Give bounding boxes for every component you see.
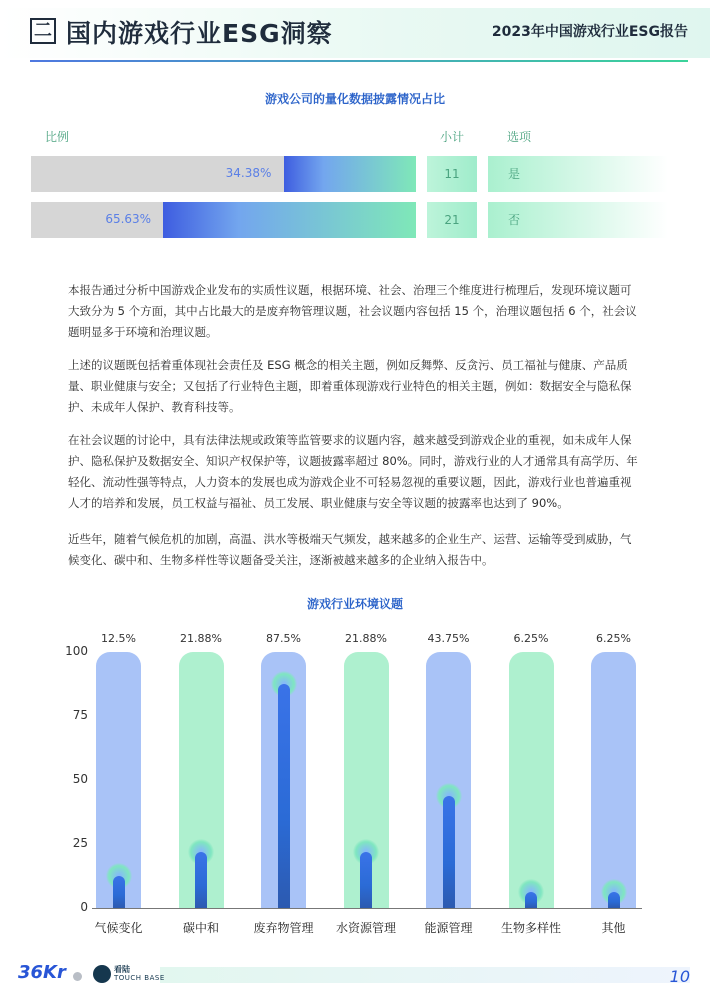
body-paragraph: 上述的议题既包括着重体现社会责任及 ESG 概念的相关主题，例如反舞弊、反贪污、员工福祉与健康、产品质量、职业健康与安全；又包括了行业特色主题，即着重体现游戏行业特色的相关主题，例如：数据安全与隐私保护、未成年人保护、教育科技等。 [68,358,632,414]
bar-value [195,852,207,908]
page-footer [0,955,710,1004]
bar-fill [163,202,416,238]
bar-value [360,852,372,908]
x-axis-line [92,908,642,909]
x-category-label: 其他 [601,921,626,935]
bar-value [113,876,125,908]
body-paragraph: 在社会议题的讨论中，具有法律法规或政策等监管要求的议题内容，越来越受到游戏企业的重视，如未成年人保护、隐私保护及数据安全、知识产权保护等，议题披露率超过 80%。同时，游戏行业的人才通常具有高学历、年轻化、流动性强等特点，人力资本的发展也成为游戏企业不可轻易忽视的重要议题，因此，游戏行业也普遍重视人才的培养和发展，员工权益与福祉、员工发展、职业健康与安全等议题的披露率也达到了 90%。 [68,433,638,510]
body-paragraph: 本报告通过分析中国游戏企业发布的实质性议题，根据环境、社会、治理三个维度进行梳理后，发现环境议题可大致分为 5 个方面，其中占比最大的是废弃物管理议题，社会议题内容包括 15 个，治理议题包括 6 个，社会议题明显多于环境和治理议题。 [68,283,637,339]
report-title: 2023年中国游戏行业ESG报告 [491,24,688,40]
page-header [0,0,710,66]
column-header-option: 选项 [507,130,532,144]
bar-value-label: 87.5% [266,632,301,645]
section-title: 国内游戏行业ESG洞察 [66,19,333,48]
x-category-label: 气候变化 [94,921,143,935]
bar-fill [284,156,416,192]
bar-value [443,796,455,908]
y-tick-label: 0 [80,900,88,914]
x-category-label: 废弃物管理 [253,921,314,935]
x-category-label: 水资源管理 [335,921,396,935]
bar-value-label: 43.75% [427,632,470,645]
bar-value [278,684,290,908]
bar-value-label: 6.25% [513,632,549,645]
bar-background [509,652,554,908]
bar-value-label: 21.88% [345,632,387,645]
environment-chart-title: 游戏行业环境议题 [306,597,403,611]
body-paragraph: 近些年，随着气候危机的加剧，高温、洪水等极端天气频发，越来越多的企业生产、运营、运输等受到威胁，气候变化、碳中和、生物多样性等议题备受关注，逐渐被越来越多的企业纳入报告中。 [68,532,632,567]
column-header-count: 小计 [440,130,465,144]
separator-dot [73,972,82,981]
touchbase-logo-en: TOUCH BASE [114,974,165,982]
bar-value-label: 21.88% [180,632,222,645]
touchbase-logo-cn: 看陆 [114,965,130,974]
bar-value [608,892,620,908]
bar-value-label: 6.25% [596,632,631,645]
x-category-label: 碳中和 [182,921,219,935]
y-tick-label: 50 [72,772,88,786]
36kr-logo: 36Kr [18,962,66,983]
header-divider [30,60,688,62]
section-number-box: 二 [30,18,56,44]
bar-value [525,892,537,908]
y-tick-label: 75 [72,708,88,722]
footer-band [160,967,690,983]
disclosure-chart-title: 游戏公司的量化数据披露情况占比 [264,92,445,106]
count-cell: 11 [427,156,477,192]
option-cell: 是 [488,156,668,192]
y-tick-label: 100 [65,644,88,658]
x-category-label: 能源管理 [424,921,473,935]
bar-value-label: 12.5% [101,632,136,645]
count-cell: 21 [427,202,477,238]
option-cell: 否 [488,202,668,238]
bar-percent-label: 65.63% [105,212,152,226]
page-number: 10 [669,967,690,986]
bar-background [591,652,636,908]
x-category-label: 生物多样性 [500,921,561,935]
bar-percent-label: 34.38% [225,166,272,180]
y-tick-label: 25 [72,836,88,850]
column-header-ratio: 比例 [45,130,70,144]
touchbase-logo-icon [93,965,111,983]
